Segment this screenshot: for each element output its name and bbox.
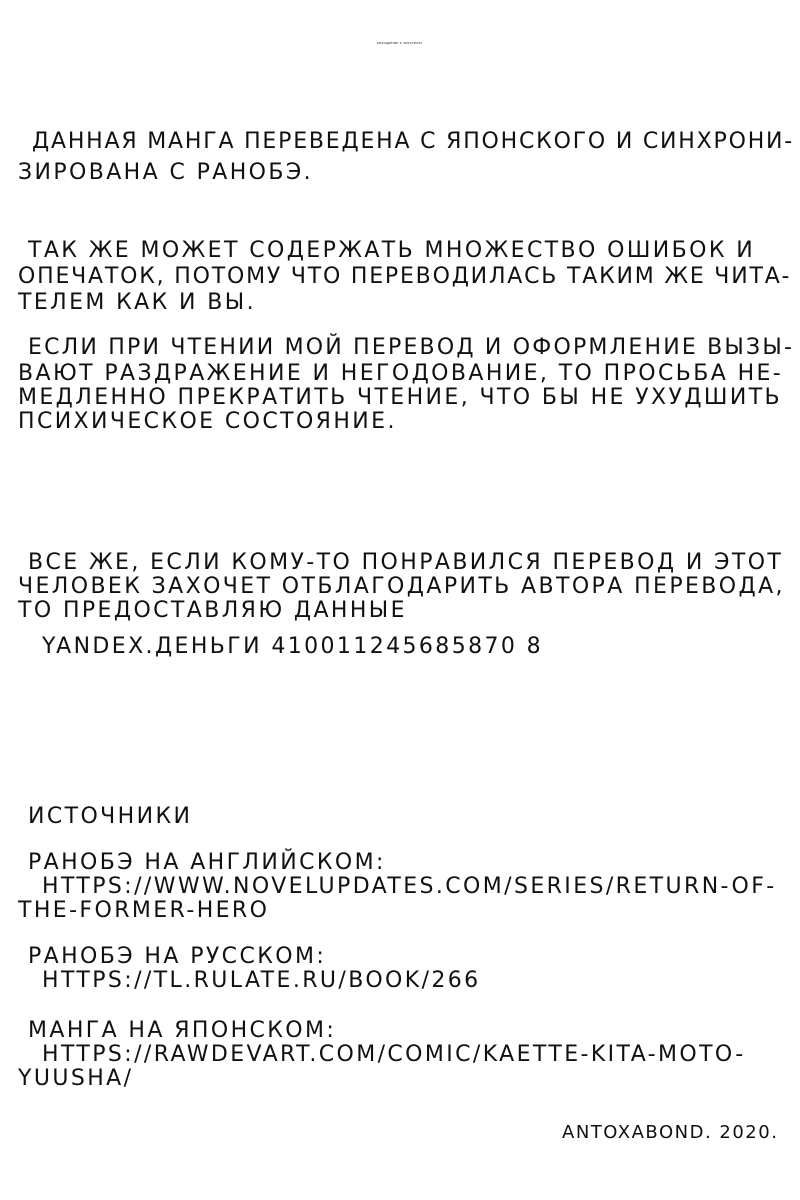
text-line: ЧЕЛОВЕК ЗАХОЧЕТ ОТБЛАГОДАРИТЬ АВТОРА ПЕРЕВОДА, bbox=[18, 574, 785, 599]
text-line: ПСИХИЧЕСКОЕ СОСТОЯНИЕ. bbox=[18, 409, 397, 434]
source-label-japanese: МАНГА НА ЯПОНСКОМ: bbox=[28, 1018, 337, 1043]
signature: ANTOXABOND. 2020. bbox=[562, 1122, 779, 1143]
source-label-russian: РАНОБЭ НА РУССКОМ: bbox=[28, 944, 327, 969]
page-title: ОБРАЩЕНИЕ К ЧИТАТЕЛЮ. bbox=[376, 41, 424, 45]
source-link-english-cont[interactable]: THE-FORMER-HERO bbox=[18, 898, 270, 923]
source-link-russian[interactable]: HTTPS://TL.RULATE.RU/BOOK/266 bbox=[42, 968, 481, 993]
donation-details: YANDEX.ДЕНЬГИ 410011245685870 8 bbox=[42, 634, 544, 659]
text-line: ТЕЛЕМ КАК И ВЫ. bbox=[18, 290, 256, 315]
source-link-japanese[interactable]: HTTPS://RAWDEVART.COM/COMIC/KAETTE-KITA-MOTO- bbox=[42, 1042, 746, 1067]
source-link-english[interactable]: HTTPS://WWW.NOVELUPDATES.COM/SERIES/RETURN-OF- bbox=[42, 874, 777, 899]
source-label-english: РАНОБЭ НА АНГЛИЙСКОМ: bbox=[28, 850, 386, 875]
text-line: ВСЕ ЖЕ, ЕСЛИ КОМУ-ТО ПОНРАВИЛСЯ ПЕРЕВОД И ЭТОТ bbox=[28, 550, 784, 575]
text-line: ВАЮТ РАЗДРАЖЕНИЕ И НЕГОДОВАНИЕ, ТО ПРОСЬБА НЕ- bbox=[18, 361, 784, 386]
text-line: ЗИРОВАНА С РАНОБЭ. bbox=[18, 160, 314, 185]
text-line: ТАК ЖЕ МОЖЕТ СОДЕРЖАТЬ МНОЖЕСТВО ОШИБОК И bbox=[28, 238, 756, 263]
text-line: МЕДЛЕННО ПРЕКРАТИТЬ ЧТЕНИЕ, ЧТО БЫ НЕ УХУДШИТЬ bbox=[18, 385, 783, 410]
text-line: ОПЕЧАТОК, ПОТОМУ ЧТО ПЕРЕВОДИЛАСЬ ТАКИМ ЖЕ ЧИТА- bbox=[18, 264, 792, 289]
sources-heading: ИСТОЧНИКИ bbox=[28, 804, 193, 829]
text-line: ЕСЛИ ПРИ ЧТЕНИИ МОЙ ПЕРЕВОД И ОФОРМЛЕНИЕ ВЫЗЫ- bbox=[28, 335, 795, 360]
text-line: ДАННАЯ МАНГА ПЕРЕВЕДЕНА С ЯПОНСКОГО И СИНХРОНИ- bbox=[32, 129, 795, 154]
source-link-japanese-cont[interactable]: YUUSHA/ bbox=[18, 1066, 134, 1091]
text-line: ТО ПРЕДОСТАВЛЯЮ ДАННЫЕ bbox=[18, 598, 407, 623]
